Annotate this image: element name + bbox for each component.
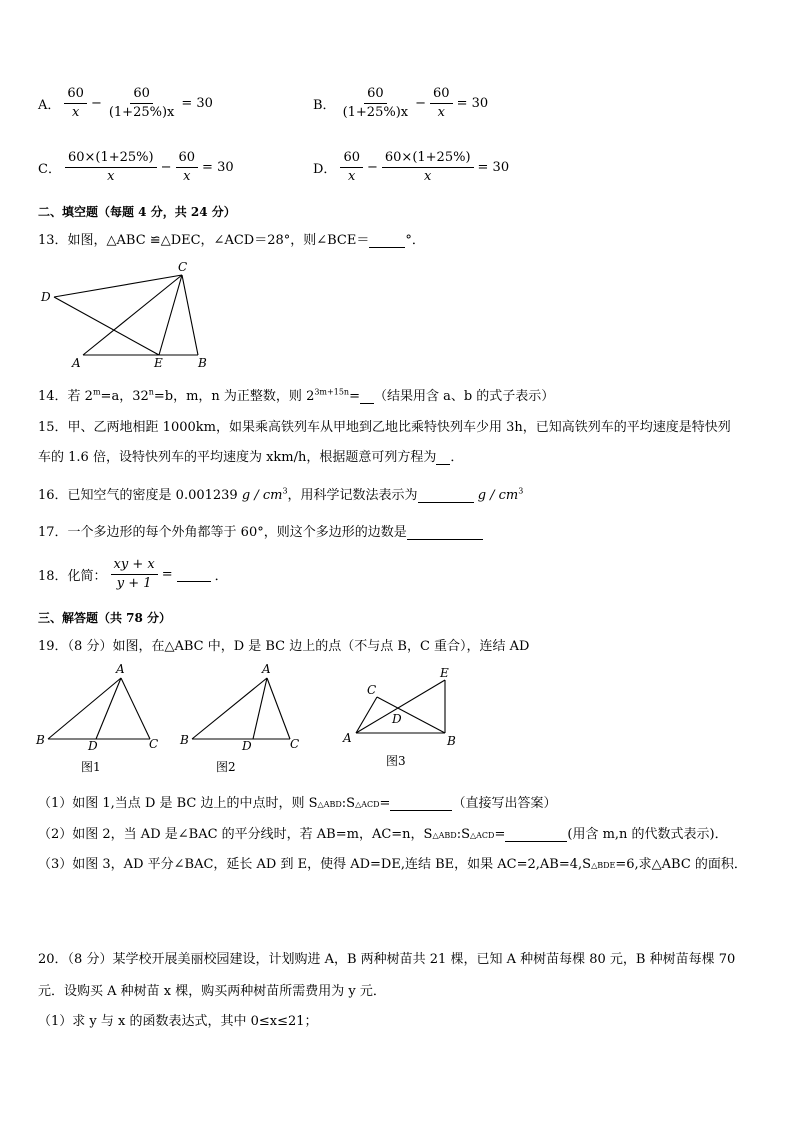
question-14: 14．若 $2^m=a$，$32^n=b$，m，n 为正整数，则 $2^{3m+15n}=$ （结果用含 a、b 的式子表示） [38, 387, 555, 404]
option-b: B． $\frac{60}{(1+25\%)x}$ − $\frac{60}{x}$ = 30 [313, 86, 489, 120]
figure-caption: 图1 [81, 760, 101, 774]
answer-blank [369, 232, 405, 248]
fraction: $\frac{60}{x}$ [64, 86, 87, 120]
answer-blank [177, 566, 211, 582]
answer-blank [407, 524, 483, 540]
label-a: A [262, 662, 271, 676]
label-d: D [88, 739, 98, 753]
label-c: C [290, 737, 300, 751]
label-d: D [392, 712, 402, 726]
label-a: A [72, 356, 81, 370]
answer-blank [390, 795, 452, 811]
option-c: C． $\frac{60\times(1+25\%)}{x}$ − $\frac{60}{x}$ = 30 [38, 150, 234, 184]
q19-figure-1 [34, 660, 164, 776]
figure-caption: 图2 [216, 760, 236, 774]
label-b: B [447, 734, 456, 748]
label-c: C [367, 683, 377, 697]
answer-blank [360, 388, 374, 404]
question-20-line-1: 20．（8 分）某学校开展美丽校园建设，计划购进 A，B 两种树苗共 21 棵，已知 A 种树苗每棵 80 元，B 种树苗每棵 70 [38, 952, 736, 967]
option-letter: B． [313, 97, 336, 113]
question-19-part-3: （3）如图 3，AD 平分∠BAC，延长 AD 到 E，使得 AD=DE,连结 BE，如果 AC=2,AB=4,S△BDE=6,求△ABC 的面积． [38, 857, 747, 872]
label-b: B [36, 733, 45, 747]
label-b: B [180, 733, 189, 747]
label-e: E [154, 356, 163, 370]
question-18: 18．化简： $\frac{xy + x}{y + 1}$ = ． [38, 557, 228, 591]
answer-blank [418, 487, 474, 503]
answer-blank [505, 826, 567, 842]
option-letter: D． [313, 161, 337, 177]
q13-triangle-figure [38, 258, 218, 370]
label-d: D [41, 290, 51, 304]
figure-caption: 图3 [386, 754, 406, 768]
label-e: E [440, 666, 449, 680]
answer-blank [436, 449, 450, 465]
option-a: A． $\frac{60}{x}$ − $\frac{60}{(1+25\%)x}$ = 30 [38, 86, 213, 120]
fraction: $\frac{60}{x}$ [340, 150, 363, 184]
question-17: 17．一个多边形的每个外角都等于 60°，则这个多边形的边数是 [38, 521, 483, 540]
label-a: A [116, 662, 125, 676]
option-letter: A． [38, 97, 61, 113]
label-b: B [198, 356, 207, 370]
fraction: $\frac{60}{(1+25\%)x}$ [342, 86, 409, 120]
fraction: $\frac{60}{x}$ [176, 150, 199, 184]
section-title-fill-in: 二、填空题（每题 4 分，共 24 分） [38, 205, 236, 219]
question-15-line-2: 车的 1.6 倍，设特快列车的平均速度为 xkm/h，根据题意可列方程为 ． [38, 450, 464, 465]
section-title-solve: 三、解答题（共 78 分） [38, 611, 172, 625]
label-a: A [343, 731, 352, 745]
question-19-part-1: （1）如图 1,当点 D 是 BC 边上的中点时，则 S△ABD:S△ACD= （直接写出答案） [38, 796, 557, 811]
question-15-line-1: 15．甲、乙两地相距 1000km，如果乘高铁列车从甲地到乙地比乘特快列车少用 3h，已知高铁列车的平均速度是特快列 [38, 420, 731, 435]
question-20-part-1: （1）求 y 与 x 的函数表达式，其中 0≤x≤21； [38, 1014, 318, 1029]
fraction: $\frac{xy + x}{y + 1}$ [111, 557, 158, 591]
question-16: 16．已知空气的密度是 0.001239 g / $cm^3$，用科学记数法表示为 g / $cm^3$ [38, 486, 524, 503]
label-c: C [149, 737, 159, 751]
fraction: $\frac{60}{x}$ [430, 86, 453, 120]
option-d: D． $\frac{60}{x}$ − $\frac{60\times(1+25\%)}{x}$ = 30 [313, 150, 510, 184]
fraction: $\frac{60\times(1+25\%)}{x}$ [65, 150, 157, 184]
fraction: $\frac{60\times(1+25\%)}{x}$ [382, 150, 474, 184]
question-19-part-2: （2）如图 2，当 AD 是∠BAC 的平分线时，若 AB=m，AC=n，S△ABD:S△ACD= (用含 m,n 的代数式表示)． [38, 827, 728, 842]
label-d: D [242, 739, 252, 753]
option-letter: C． [38, 161, 61, 177]
question-13: 13．如图，△ABC ≌△DEC，∠ACD＝28°，则∠BCE＝ °． [38, 233, 425, 248]
question-20-line-2: 元．设购买 A 种树苗 x 棵，购买两种树苗所需费用为 y 元． [38, 984, 386, 999]
q19-figure-3 [338, 660, 468, 770]
question-19-intro: 19．（8 分）如图，在△ABC 中，D 是 BC 边上的点（不与点 B，C 重合），连结 AD [38, 639, 530, 654]
q19-figure-2 [176, 660, 306, 776]
label-c: C [178, 260, 188, 274]
fraction: $\frac{60}{(1+25\%)x}$ [108, 86, 175, 120]
